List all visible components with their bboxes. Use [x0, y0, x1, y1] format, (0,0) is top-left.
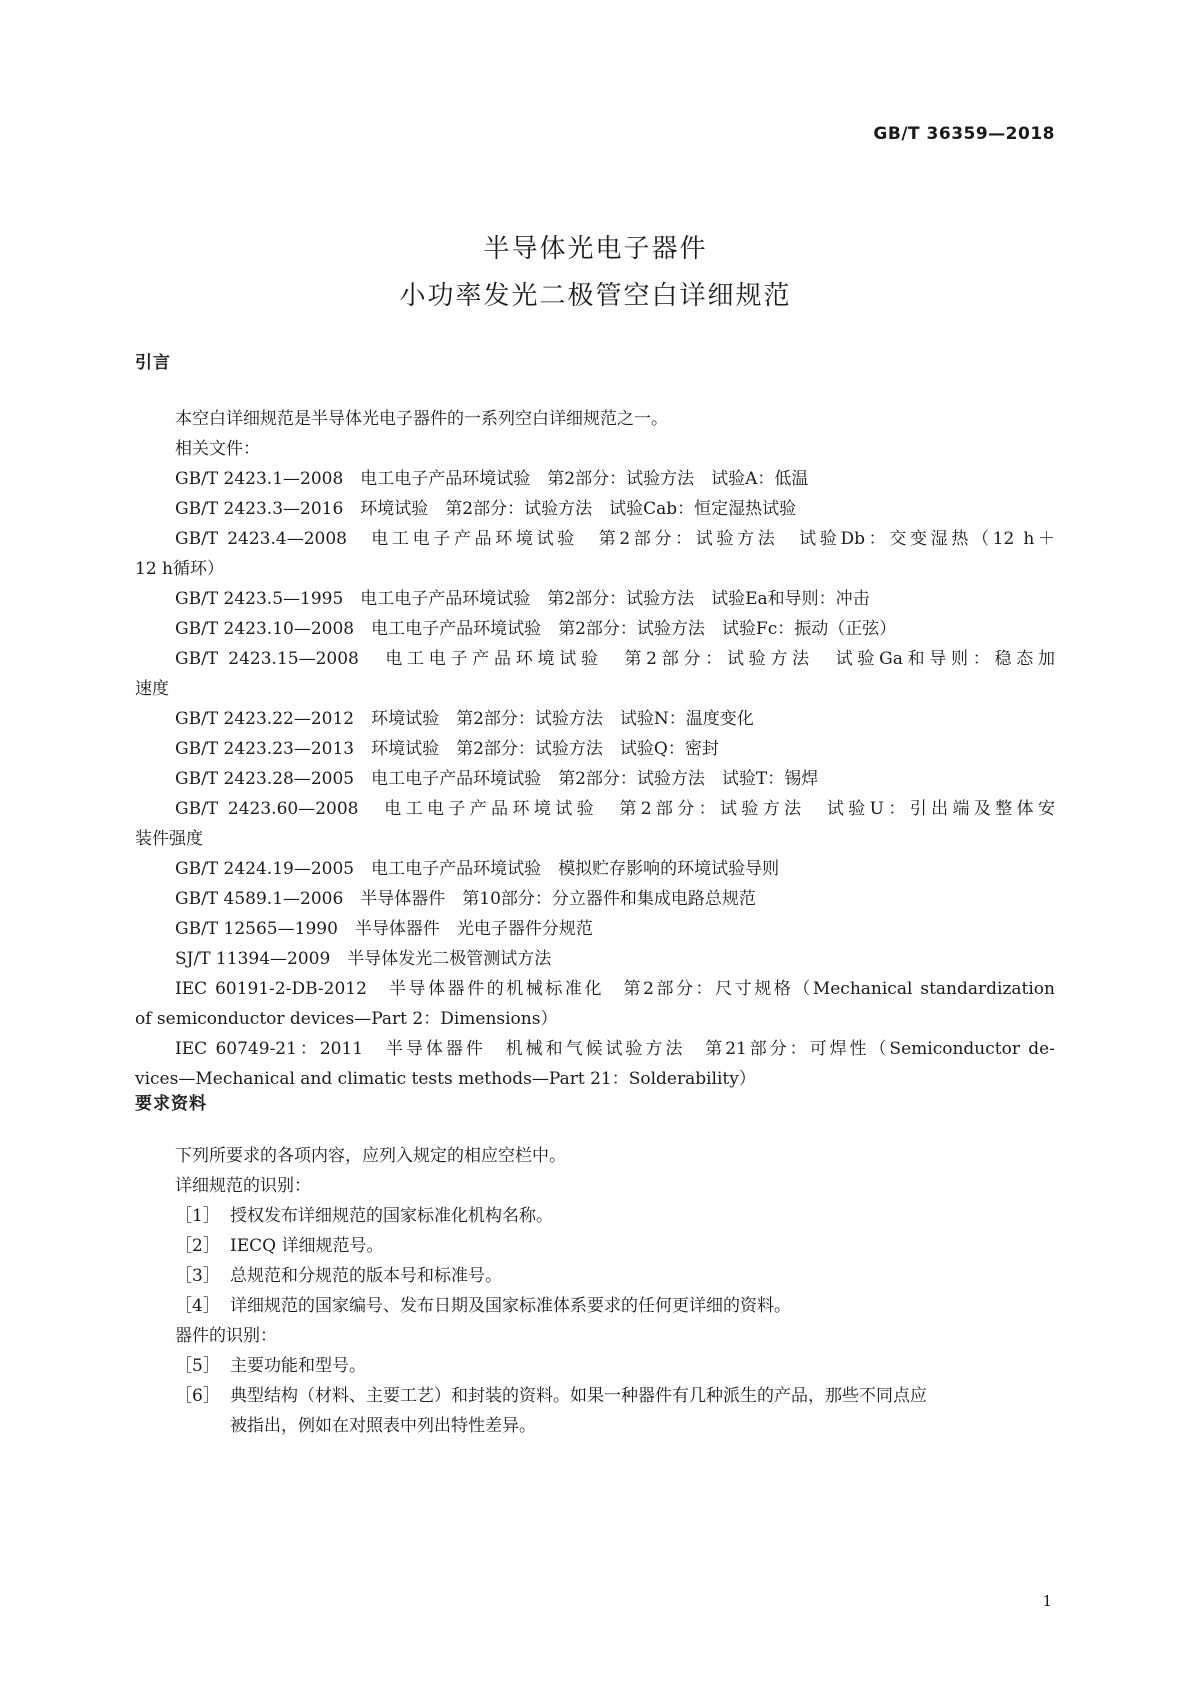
reference-item: GB/T 2423.5—1995 电工电子产品环境试验 第2部分：试验方法 试验Ea和导则：冲击 [175, 589, 870, 609]
list-item [135, 1231, 1055, 1261]
list-text: IECQ 详细规范号。 [230, 1236, 384, 1256]
spec-identification-label: 详细规范的识别： [175, 1176, 311, 1196]
reference-item: GB/T 12565—1990 半导体器件 光电子器件分规范 [175, 919, 593, 939]
reference-item-cont: 速度 [135, 679, 169, 699]
list-number: ［6］ [175, 1386, 220, 1406]
requirements-heading: 要求资料 [135, 1094, 207, 1114]
list-number: ［3］ [175, 1266, 220, 1286]
list-text: 授权发布详细规范的国家标准化机构名称。 [230, 1206, 553, 1226]
reference-item-cont: 装件强度 [135, 829, 203, 849]
reference-item-cont: vices—Mechanical and climatic tests methods—Part 21：Solderability） [135, 1069, 756, 1089]
intro-paragraph: 本空白详细规范是半导体光电子器件的一系列空白详细规范之一。 [175, 409, 668, 429]
page-number: 1 [1042, 1592, 1052, 1610]
reference-item: GB/T 2423.60—2008 电工电子产品环境试验 第2部分：试验方法 试验U：引出端及整体安 [175, 799, 1055, 819]
standard-code: GB/T 36359—2018 [873, 124, 1055, 144]
list-text: 详细规范的国家编号、发布日期及国家标准体系要求的任何更详细的资料。 [230, 1296, 791, 1316]
intro-heading: 引言 [135, 353, 171, 373]
reference-item: IEC 60191-2-DB-2012 半导体器件的机械标准化 第2部分：尺寸规格（Mechanical standardization [175, 979, 1055, 999]
list-text: 总规范和分规范的版本号和标准号。 [230, 1266, 502, 1286]
requirements-paragraph: 下列所要求的各项内容，应列入规定的相应空栏中。 [175, 1146, 566, 1166]
reference-item: GB/T 2423.3—2016 环境试验 第2部分：试验方法 试验Cab：恒定湿热试验 [175, 499, 797, 519]
related-docs-label: 相关文件： [175, 439, 260, 459]
title-line-2: 小功率发光二极管空白详细规范 [399, 281, 792, 311]
intro-body [135, 404, 1055, 1094]
list-number: ［1］ [175, 1206, 220, 1226]
reference-item: GB/T 4589.1—2006 半导体器件 第10部分：分立器件和集成电路总规范 [175, 889, 756, 909]
reference-item: GB/T 2424.19—2005 电工电子产品环境试验 模拟贮存影响的环境试验导则 [175, 859, 780, 879]
reference-item: GB/T 2423.28—2005 电工电子产品环境试验 第2部分：试验方法 试验T：锡焊 [175, 769, 819, 789]
list-text: 主要功能和型号。 [230, 1356, 366, 1376]
list-number: ［2］ [175, 1236, 220, 1256]
reference-item-cont: of semiconductor devices—Part 2：Dimensions） [135, 1009, 558, 1029]
list-item [135, 1381, 1055, 1411]
list-item-cont: 被指出，例如在对照表中列出特性差异。 [230, 1416, 536, 1436]
reference-item-cont: 12 h循环） [135, 559, 224, 579]
reference-item: GB/T 2423.10—2008 电工电子产品环境试验 第2部分：试验方法 试验Fc：振动（正弦） [175, 619, 897, 639]
requirements-body [135, 1141, 1055, 1441]
title-line-1: 半导体光电子器件 [483, 234, 708, 264]
list-number: ［5］ [175, 1356, 220, 1376]
reference-item: GB/T 2423.1—2008 电工电子产品环境试验 第2部分：试验方法 试验A：低温 [175, 469, 809, 489]
list-item [135, 1201, 1055, 1231]
list-item [135, 1291, 1055, 1321]
device-identification-label: 器件的识别： [175, 1326, 277, 1346]
list-text: 典型结构（材料、主要工艺）和封装的资料。如果一种器件有几种派生的产品，那些不同点应 [230, 1386, 927, 1406]
list-number: ［4］ [175, 1296, 220, 1316]
reference-item: IEC 60749-21：2011 半导体器件 机械和气候试验方法 第21部分：可焊性（Semiconductor de- [175, 1039, 1055, 1059]
reference-item: GB/T 2423.23—2013 环境试验 第2部分：试验方法 试验Q：密封 [175, 739, 719, 759]
reference-item: GB/T 2423.22—2012 环境试验 第2部分：试验方法 试验N：温度变化 [175, 709, 754, 729]
list-item [135, 1351, 1055, 1381]
list-item [135, 1261, 1055, 1291]
reference-item: GB/T 2423.4—2008 电工电子产品环境试验 第2部分：试验方法 试验Db：交变湿热（12 h＋ [175, 529, 1055, 549]
reference-item: SJ/T 11394—2009 半导体发光二极管测试方法 [175, 949, 552, 969]
reference-item: GB/T 2423.15—2008 电工电子产品环境试验 第2部分：试验方法 试验Ga和导则：稳态加 [175, 649, 1055, 669]
